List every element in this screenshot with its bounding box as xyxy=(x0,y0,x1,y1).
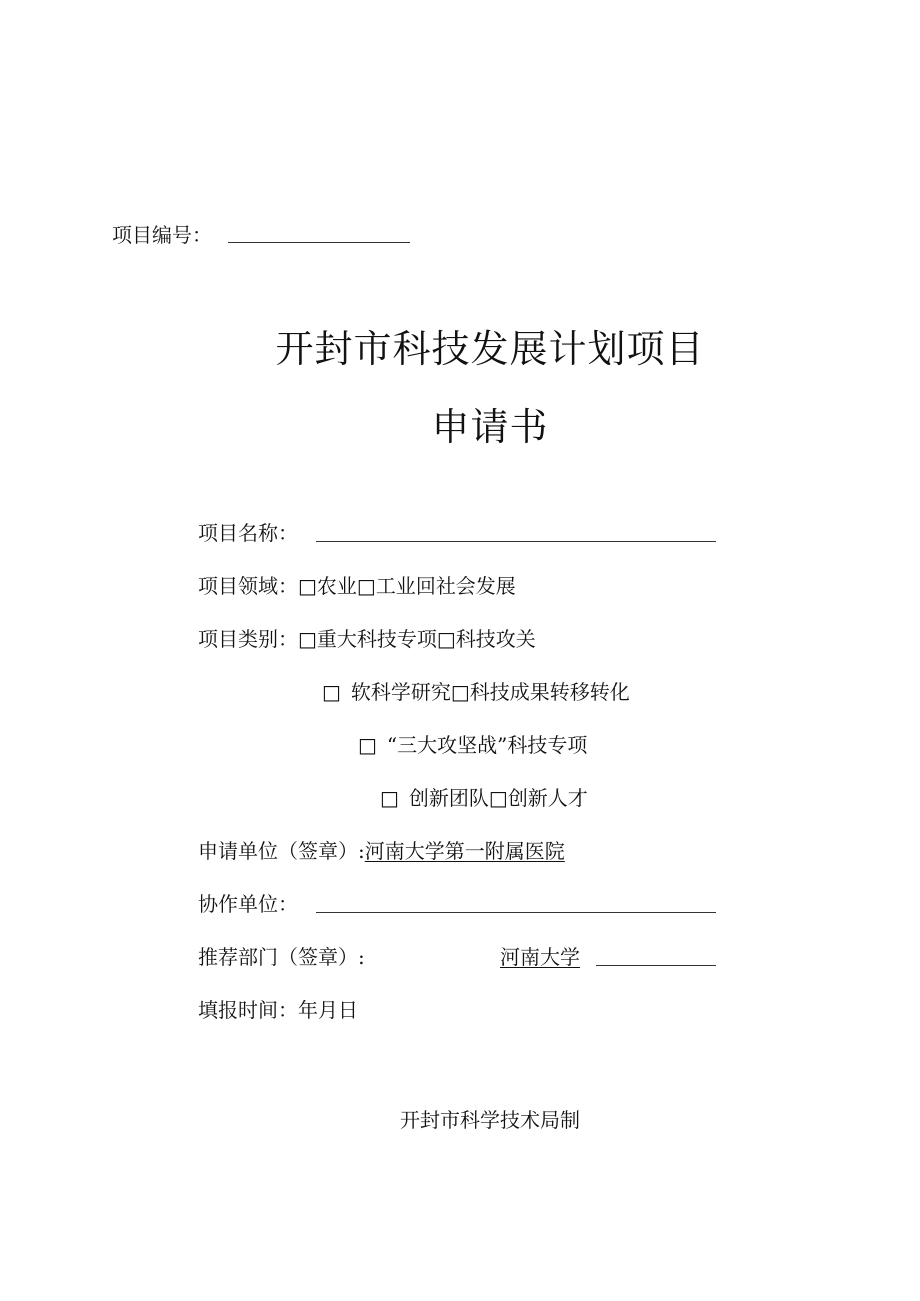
option-tech-breakthrough: 科技攻关 xyxy=(455,627,536,651)
recommender-label: 推荐部门（签章）: xyxy=(198,945,365,969)
applicant-value[interactable]: 河南大学第一附属医院 xyxy=(364,839,565,863)
document-title: 开封市科技发展计划项目 xyxy=(275,327,705,371)
option-social-development: 社会发展 xyxy=(435,574,516,598)
checkbox-agriculture[interactable]: □ xyxy=(298,574,317,598)
checkbox-innovation-team[interactable]: □ xyxy=(380,786,399,810)
fill-date-label: 填报时间： xyxy=(198,998,298,1022)
option-agriculture: 农业 xyxy=(316,574,357,598)
project-name-field[interactable] xyxy=(316,541,716,542)
project-number-label: 项目编号： xyxy=(112,223,212,247)
option-three-battles: “三大攻坚战”科技专项 xyxy=(386,733,588,757)
recommender-field-extension[interactable] xyxy=(596,965,716,966)
project-category-row-2 xyxy=(322,680,630,704)
checkbox-tech-transfer[interactable]: □ xyxy=(450,680,470,704)
applicant-row xyxy=(198,839,565,863)
project-number-field[interactable] xyxy=(228,242,410,243)
checkbox-innovation-talent[interactable]: □ xyxy=(488,786,508,810)
project-category-label: 项目类别： xyxy=(198,627,298,651)
fill-date-value[interactable]: 年月日 xyxy=(298,998,358,1022)
document-subtitle: 申请书 xyxy=(431,405,549,449)
collaborator-field[interactable] xyxy=(316,912,716,913)
recommender-value[interactable]: 河南大学 xyxy=(500,945,580,969)
checkbox-tech-breakthrough[interactable]: □ xyxy=(436,627,456,651)
option-soft-science: 软科学研究 xyxy=(350,680,451,704)
option-major-special: 重大科技专项 xyxy=(316,627,437,651)
checkbox-social-development[interactable]: 回 xyxy=(415,574,436,598)
collaborator-label: 协作单位： xyxy=(198,892,298,916)
checkbox-industry[interactable]: □ xyxy=(356,574,376,598)
project-category-row-3 xyxy=(358,733,587,757)
fill-date-row xyxy=(198,998,358,1022)
issuer-footer: 开封市科学技术局制 xyxy=(400,1108,580,1132)
project-domain-row xyxy=(198,574,516,598)
project-name-label: 项目名称： xyxy=(198,521,298,545)
checkbox-soft-science[interactable]: □ xyxy=(322,680,341,704)
option-industry: 工业 xyxy=(375,574,416,598)
project-category-row-4 xyxy=(380,786,588,810)
option-innovation-talent: 创新人才 xyxy=(507,786,588,810)
option-innovation-team: 创新团队 xyxy=(408,786,489,810)
checkbox-major-special[interactable]: □ xyxy=(298,627,317,651)
project-domain-label: 项目领域： xyxy=(198,574,298,598)
applicant-label: 申请单位（签章）: xyxy=(198,839,365,863)
project-category-row-1 xyxy=(198,627,536,651)
checkbox-three-battles[interactable]: □ xyxy=(358,733,377,757)
option-tech-transfer: 科技成果转移转化 xyxy=(469,680,630,704)
